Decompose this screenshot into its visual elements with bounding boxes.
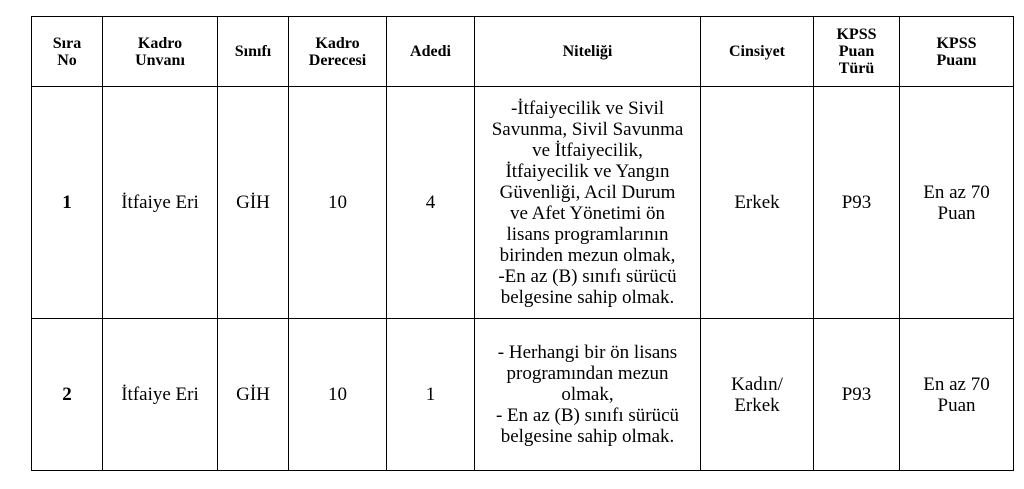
- cell-kadro-derecesi: 10: [289, 319, 387, 471]
- header-kpss-puani: KPSS Puanı: [900, 17, 1014, 87]
- header-kadro-derecesi: Kadro Derecesi: [289, 17, 387, 87]
- header-kadro-unvani: Kadro Unvanı: [103, 17, 218, 87]
- cell-kadro-unvani: İtfaiye Eri: [103, 87, 218, 319]
- cell-kpss-puan-turu: P93: [814, 319, 900, 471]
- cell-kpss-puani: En az 70 Puan: [900, 319, 1014, 471]
- cell-niteligi: - Herhangi bir ön lisans programından mezun olmak, - En az (B) sınıfı sürücü belgesine sahip olmak.: [475, 319, 701, 471]
- header-niteligi: Niteliği: [475, 17, 701, 87]
- header-sira-no: Sıra No: [32, 17, 103, 87]
- header-cinsiyet: Cinsiyet: [701, 17, 814, 87]
- cell-cinsiyet: Kadın/ Erkek: [701, 319, 814, 471]
- cell-kpss-puani: En az 70 Puan: [900, 87, 1014, 319]
- cell-sira-no: 2: [32, 319, 103, 471]
- cell-cinsiyet: Erkek: [701, 87, 814, 319]
- kadro-table: [31, 16, 1014, 471]
- header-adedi: Adedi: [387, 17, 475, 87]
- cell-sira-no: 1: [32, 87, 103, 319]
- header-kpss-puan-turu: KPSS Puan Türü: [814, 17, 900, 87]
- cell-adedi: 1: [387, 319, 475, 471]
- table-header-row: [32, 17, 1014, 87]
- table-row: [32, 87, 1014, 319]
- cell-kpss-puan-turu: P93: [814, 87, 900, 319]
- cell-sinifi: GİH: [218, 87, 289, 319]
- cell-kadro-derecesi: 10: [289, 87, 387, 319]
- table-row: [32, 319, 1014, 471]
- cell-niteligi: -İtfaiyecilik ve Sivil Savunma, Sivil Savunma ve İtfaiyecilik, İtfaiyecilik ve Yangın Güvenliği, Acil Durum ve Afet Yönetimi ön lisans programlarının birinden mezun olmak, -En az (B) sınıfı sürücü belgesine sahip olmak.: [475, 87, 701, 319]
- header-sinifi: Sınıfı: [218, 17, 289, 87]
- cell-kadro-unvani: İtfaiye Eri: [103, 319, 218, 471]
- cell-adedi: 4: [387, 87, 475, 319]
- cell-sinifi: GİH: [218, 319, 289, 471]
